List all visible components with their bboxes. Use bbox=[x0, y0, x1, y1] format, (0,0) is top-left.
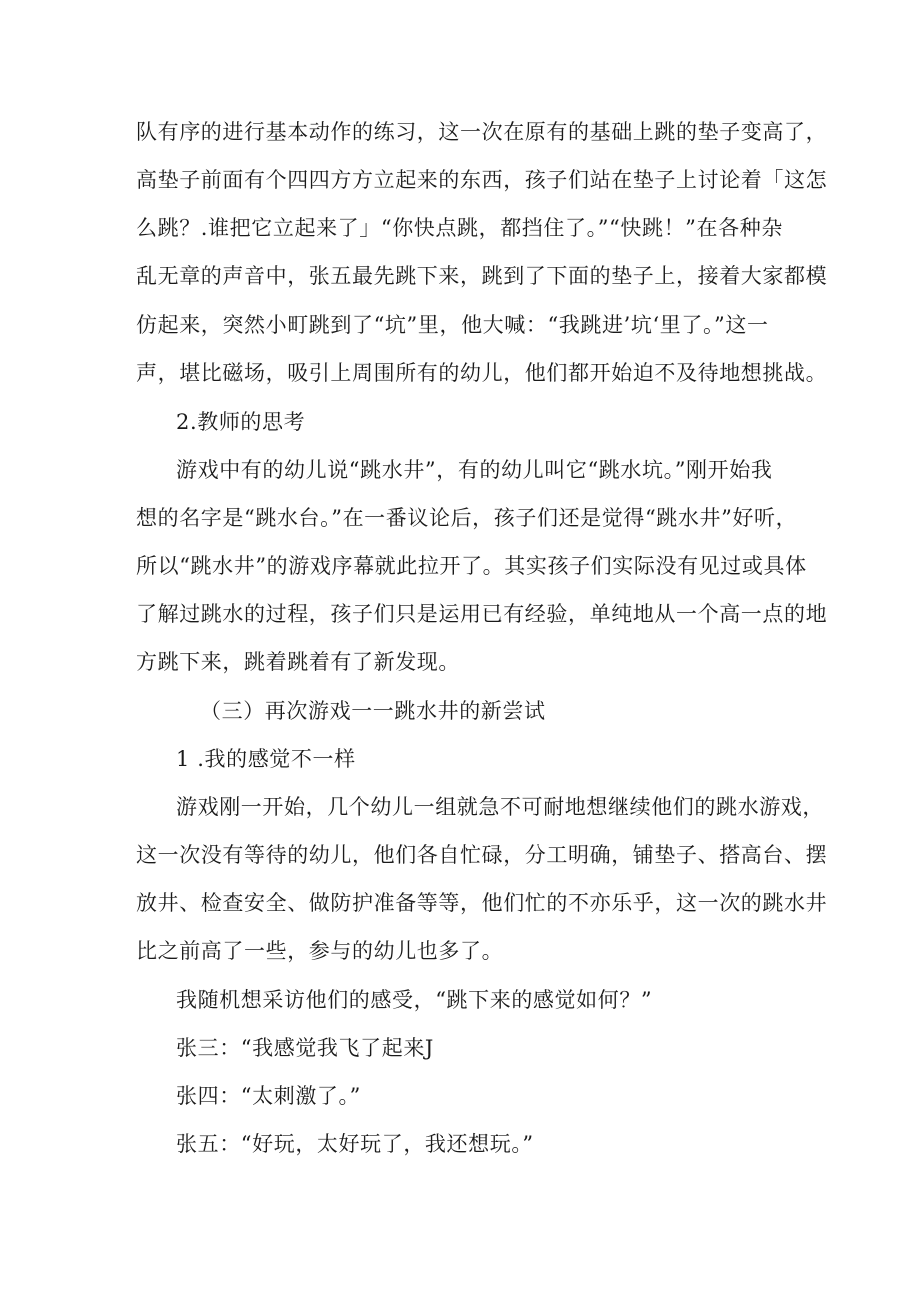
paragraph-line: 队有序的进行基本动作的练习，这一次在原有的基础上跳的垫子变高了， bbox=[136, 120, 828, 144]
paragraph-line: 放井、检查安全、做防护准备等等，他们忙的不亦乐乎，这一次的跳水井 bbox=[136, 891, 828, 915]
paragraph-line: 游戏中有的幼儿说“跳水井”，有的幼儿叫它“跳水坑。”刚开始我 bbox=[176, 458, 773, 482]
paragraph-line: 这一次没有等待的幼儿，他们各自忙碌，分工明确，铺垫子、搭高台、摆 bbox=[136, 843, 828, 867]
paragraph-line: 仿起来，突然小町跳到了“坑”里，他大喊：“我跳进’坑‘里了。”这一 bbox=[136, 313, 769, 337]
paragraph-line: 乱无章的声音中，张五最先跳下来，跳到了下面的垫子上，接着大家都模 bbox=[136, 264, 828, 288]
paragraph-line: 声，堪比磁场，吸引上周围所有的幼儿，他们都开始迫不及待地想挑战。 bbox=[136, 361, 828, 385]
section-heading: 2.教师的思考 bbox=[176, 410, 306, 434]
paragraph-line: 想的名字是“跳水台。”在一番议论后，孩子们还是觉得“跳水井”好听， bbox=[136, 506, 798, 530]
quote-line: 张三：“我感觉我飞了起来J bbox=[176, 1036, 434, 1060]
section-heading: （三）再次游戏一一跳水井的新尝试 bbox=[200, 699, 546, 723]
paragraph-line: 了解过跳水的过程，孩子们只是运用已有经验，单纯地从一个高一点的地 bbox=[136, 602, 828, 626]
paragraph-line: 所以“跳水井”的游戏序幕就此拉开了。其实孩子们实际没有见过或具体 bbox=[136, 554, 807, 578]
paragraph-line: 游戏刚一开始，几个幼儿一组就急不可耐地想继续他们的跳水游戏， bbox=[176, 795, 824, 819]
paragraph-line: 我随机想采访他们的感受，“跳下来的感觉如何？” bbox=[176, 988, 653, 1012]
paragraph-line: 比之前高了一些，参与的幼儿也多了。 bbox=[136, 939, 504, 963]
quote-line: 张五：“好玩，太好玩了，我还想玩。” bbox=[176, 1132, 534, 1156]
paragraph-line: 么跳？.谁把它立起来了」“你快点跳，都挡住了。”“快跳！”在各种杂 bbox=[136, 216, 783, 240]
paragraph-line: 方跳下来，跳着跳着有了新发现。 bbox=[136, 650, 460, 674]
subsection-heading: 1 .我的感觉不一样 bbox=[176, 747, 356, 771]
paragraph-line: 高垫子前面有个四四方方立起来的东西，孩子们站在垫子上讨论着「这怎 bbox=[136, 168, 828, 192]
quote-line: 张四：“太刺激了。” bbox=[176, 1084, 361, 1108]
